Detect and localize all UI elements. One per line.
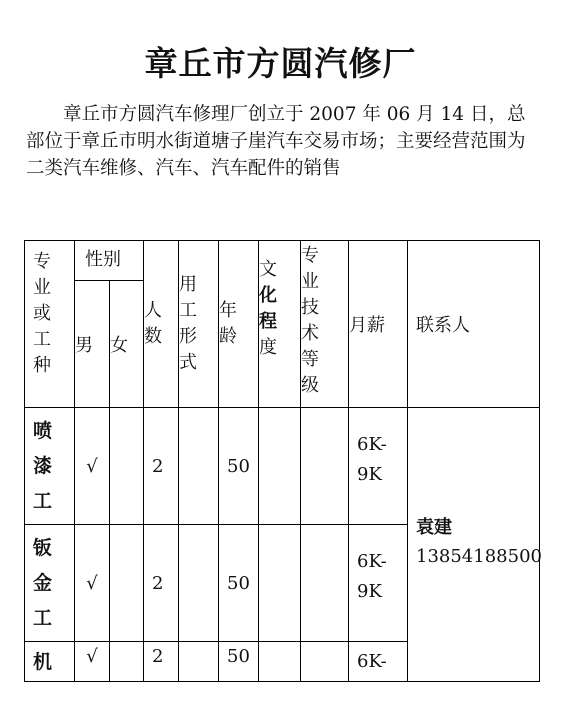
header-age: 年 龄 — [219, 241, 259, 408]
row-age: 50 — [219, 642, 259, 682]
row-salary: 6K- — [349, 642, 408, 682]
row-male: √ — [75, 525, 110, 642]
contact-phone: 13854188500 — [416, 545, 542, 567]
row-skill — [301, 525, 349, 642]
row-skill — [301, 408, 349, 525]
row-trade: 机 — [25, 642, 75, 682]
row-trade: 钣 金 工 — [25, 525, 75, 642]
header-trade: 专 业 或 工 种 — [25, 241, 75, 408]
header-female: 女 — [110, 281, 144, 408]
recruitment-table — [24, 240, 540, 682]
row-count: 2 — [144, 525, 179, 642]
row-female — [110, 642, 144, 682]
row-education — [259, 408, 301, 525]
header-contact: 联系人 — [408, 241, 540, 408]
row-age: 50 — [219, 525, 259, 642]
header-salary: 月薪 — [349, 241, 408, 408]
row-employment — [179, 525, 219, 642]
row-male: √ — [75, 408, 110, 525]
intro-paragraph: 章丘市方圆汽车修理厂创立于 2007 年 06 月 14 日，总部位于章丘市明水街道塘子崖汽车交易市场；主要经营范围为二类汽车维修、汽车、汽车配件的销售 — [26, 104, 526, 179]
row-education — [259, 525, 301, 642]
row-count: 2 — [144, 408, 179, 525]
row-male: √ — [75, 642, 110, 682]
row-education — [259, 642, 301, 682]
row-salary: 6K- 9K — [349, 525, 408, 642]
row-employment — [179, 408, 219, 525]
header-male: 男 — [75, 281, 110, 408]
contact-cell — [408, 408, 540, 682]
header-education: 文 化 程 度 — [259, 241, 301, 408]
header-count: 人 数 — [144, 241, 179, 408]
row-employment — [179, 642, 219, 682]
row-count: 2 — [144, 642, 179, 682]
row-female — [110, 525, 144, 642]
contact-name: 袁建 — [416, 516, 452, 538]
row-age: 50 — [219, 408, 259, 525]
header-skill: 专 业 技 术 等 级 — [301, 241, 349, 408]
page-title: 章丘市方圆汽修厂 — [144, 44, 417, 83]
row-trade: 喷 漆 工 — [25, 408, 75, 525]
row-salary: 6K- 9K — [349, 408, 408, 525]
header-employment: 用 工 形 式 — [179, 241, 219, 408]
table-row — [25, 408, 540, 525]
header-gender: 性别 — [75, 241, 144, 281]
row-skill — [301, 642, 349, 682]
row-female — [110, 408, 144, 525]
